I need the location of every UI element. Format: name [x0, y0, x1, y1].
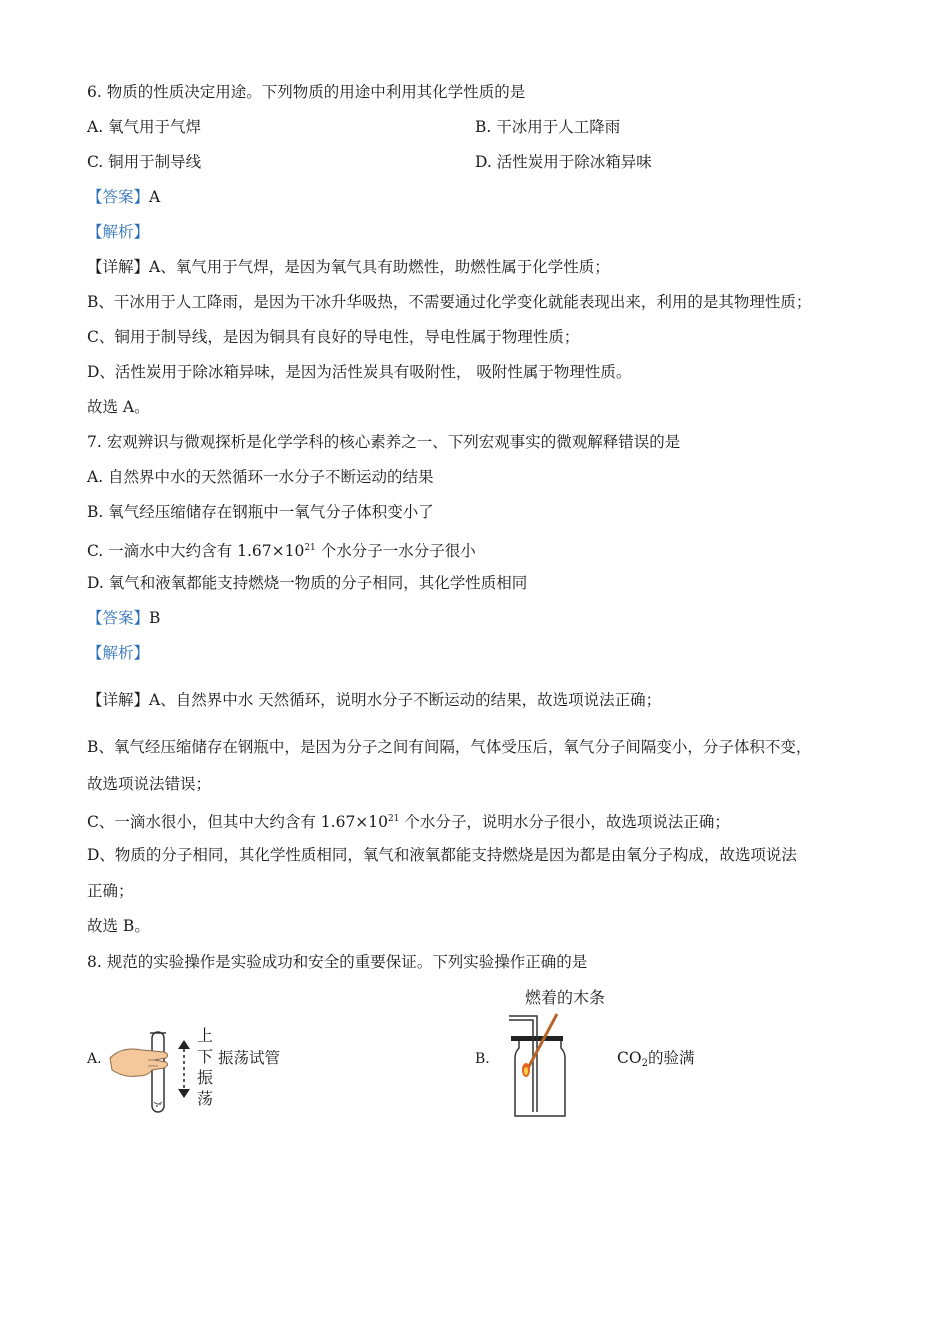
q8-option-a-letter: A.: [87, 1051, 102, 1067]
q6-detail-1: [87, 256, 610, 278]
q7-analysis-tag: 【解析】: [87, 644, 150, 662]
q6-detail-3: C、铜用于制导线，是因为铜具有良好的导电性，导电性属于物理性质；: [87, 328, 580, 346]
answer-tag: 【答案】: [87, 188, 150, 206]
q6-detail-4: D、活性炭用于除冰箱异味，是因为活性炭具有吸附性， 吸附性属于物理性质。: [87, 363, 632, 381]
answer-value: B: [149, 609, 161, 627]
detail-3-text-end: 个水分子，说明水分子很小，故选项说法正确；: [399, 813, 730, 831]
q6-option-a: A. 氧气用于气焊: [87, 118, 202, 136]
option-c-text-end: 个水分子一水分子很小: [315, 542, 476, 560]
q7-option-c: [87, 537, 476, 562]
q7-detail-4b: 正确；: [87, 882, 134, 900]
answer-tag: 【答案】: [87, 609, 150, 627]
q7-detail-2a: B、氧气经压缩储存在钢瓶中，是因为分子之间有间隔，气体受压后，氧气分子间隔变小，分子体积不变，: [87, 738, 812, 756]
q7-answer: [87, 607, 160, 629]
q7-option-b: B. 氧气经压缩储存在钢瓶中一氧气分子体积变小了: [87, 503, 434, 521]
q6-option-b: B. 干冰用于人工降雨: [475, 118, 621, 136]
q7-detail-1: [87, 689, 661, 711]
label-text: 的验满: [647, 1049, 695, 1067]
exponent: 21: [304, 543, 316, 553]
q8-option-b-letter: B.: [475, 1051, 490, 1067]
exponent: 21: [388, 814, 400, 824]
option-c-text: C. 一滴水中大约含有 1.67×10: [87, 542, 305, 560]
subscript: 2: [641, 1058, 648, 1069]
test-tube-hand-illustration: [108, 1030, 178, 1120]
q7-conclusion: 故选 B。: [87, 917, 150, 935]
label-char: 上: [196, 1026, 213, 1045]
q8-option-b-label: [617, 1047, 694, 1075]
q8-option-a-label: 振荡试管: [218, 1049, 281, 1067]
label-char: 下: [196, 1047, 213, 1066]
q6-analysis-tag: 【解析】: [87, 223, 150, 241]
q7-detail-4a: D、物质的分子相同，其化学性质相同，氧气和液氧都能支持燃烧是因为都是由氧分子构成，故选项说法: [87, 846, 797, 864]
detail-tag: 【详解】: [87, 691, 150, 709]
detail-text: A、自然界中水 天然循环，说明水分子不断运动的结果，故选项说法正确；: [149, 691, 662, 709]
q6-detail-2: B、干冰用于人工降雨，是因为干冰升华吸热，不需要通过化学变化就能表现出来，利用的是其物理性质；: [87, 293, 812, 311]
label-char: 荡: [196, 1089, 213, 1108]
gas-bottle-illustration: [505, 1012, 575, 1118]
q6-stem: 6. 物质的性质决定用途。下列物质的用途中利用其化学性质的是: [87, 83, 526, 101]
answer-value: A: [149, 188, 161, 206]
detail-text: A、氧气用于气焊，是因为氧气具有助燃性，助燃性属于化学性质；: [149, 258, 610, 276]
co2-formula: CO: [617, 1049, 642, 1067]
up-down-arrow-icon: [177, 1040, 191, 1098]
q6-option-d: D. 活性炭用于除冰箱异味: [475, 153, 652, 171]
q7-detail-3: [87, 808, 730, 833]
q7-option-a: A. 自然界中水的天然循环一水分子不断运动的结果: [87, 468, 434, 486]
q7-option-d: D. 氧气和液氧都能支持燃烧一物质的分子相同，其化学性质相同: [87, 574, 528, 592]
q6-answer: [87, 186, 160, 208]
detail-tag: 【详解】: [87, 258, 150, 276]
shake-vertical-label: [195, 1025, 215, 1109]
label-char: 振: [196, 1068, 213, 1087]
q8-stem: 8. 规范的实验操作是实验成功和安全的重要保证。下列实验操作正确的是: [87, 953, 588, 971]
burning-stick-caption: 燃着的木条: [525, 988, 606, 1007]
q7-detail-2b: 故选项说法错误；: [87, 775, 212, 793]
q6-option-c: C. 铜用于制导线: [87, 153, 202, 171]
detail-3-text: C、一滴水很小，但其中大约含有 1.67×10: [87, 813, 389, 831]
q7-stem: 7. 宏观辨识与微观探析是化学学科的核心素养之一、下列宏观事实的微观解释错误的是: [87, 433, 681, 451]
q6-conclusion: 故选 A。: [87, 398, 150, 416]
